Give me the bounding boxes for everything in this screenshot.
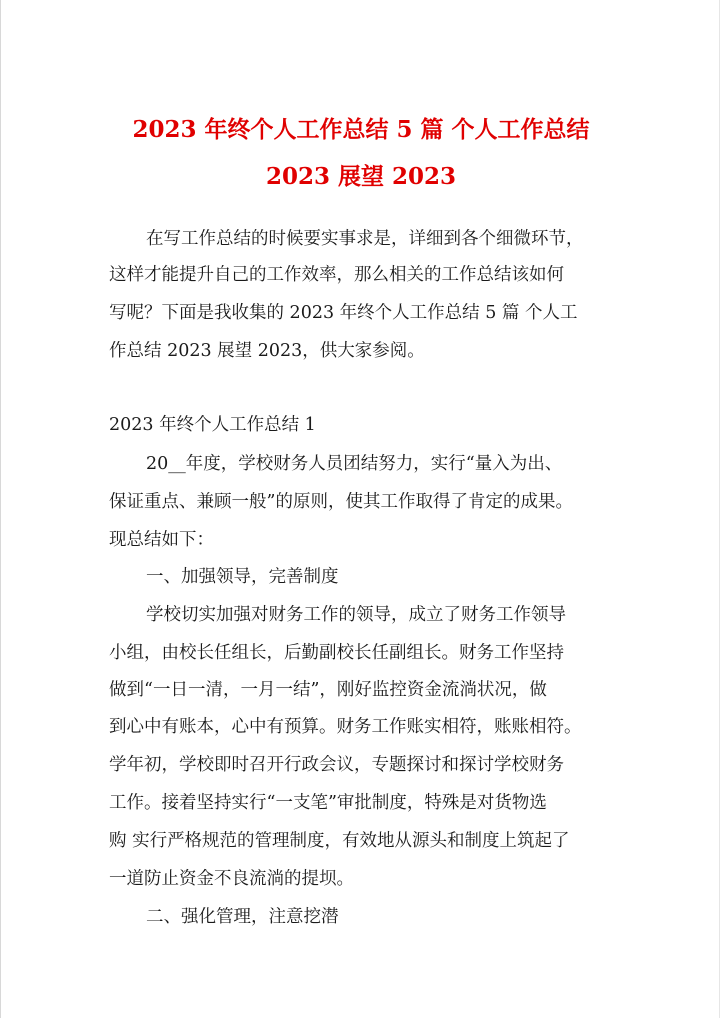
intro-line-4: 作总结 2023 展望 2023，供大家参阅。: [109, 341, 425, 361]
body-line-9: 学年初，学校即时召开行政会议，专题探讨和探讨学校财务: [109, 755, 564, 775]
subheading-1: 一、加强领导，完善制度: [146, 567, 339, 587]
body-line-7: 做到“一日一清，一月一结”，刚好监控资金流淌状况，做: [109, 680, 547, 700]
section-heading: 2023 年终个人工作总结 1: [109, 415, 316, 435]
body-line-3: 现总结如下：: [109, 530, 214, 550]
body-line-11: 购 实行严格规范的管理制度，有效地从源头和制度上筑起了: [109, 831, 570, 851]
intro-line-2: 这样才能提升自己的工作效率，那么相关的工作总结该如何: [109, 265, 564, 285]
body-line-5: 学校切实加强对财务工作的领导，成立了财务工作领导: [146, 605, 566, 625]
intro-line-1: 在写工作总结的时候要实事求是，详细到各个细微环节，: [146, 229, 584, 249]
body-line-2: 保证重点、兼顾一般”的原则，使其工作取得了肯定的成果。: [109, 492, 573, 512]
document-title-line-1: 2023 年终个人工作总结 5 篇 个人工作总结: [132, 116, 590, 143]
body-line-1: 20__年度，学校财务人员团结努力，实行“量入为出、: [146, 454, 563, 474]
body-line-6: 小组，由校长任组长，后勤副校长任副组长。财务工作坚持: [109, 643, 564, 663]
document-title-line-2: 2023 展望 2023: [265, 163, 457, 190]
intro-line-3: 写呢？下面是我收集的 2023 年终个人工作总结 5 篇 个人工: [109, 303, 578, 323]
body-line-10: 工作。接着坚持实行“一支笔”审批制度，特殊是对货物选: [109, 793, 547, 813]
body-line-12: 一道防止资金不良流淌的提坝。: [109, 869, 354, 889]
subheading-2: 二、强化管理，注意挖潜: [146, 907, 339, 927]
body-line-8: 到心中有账本，心中有预算。财务工作账实相符，账账相符。: [109, 717, 582, 737]
